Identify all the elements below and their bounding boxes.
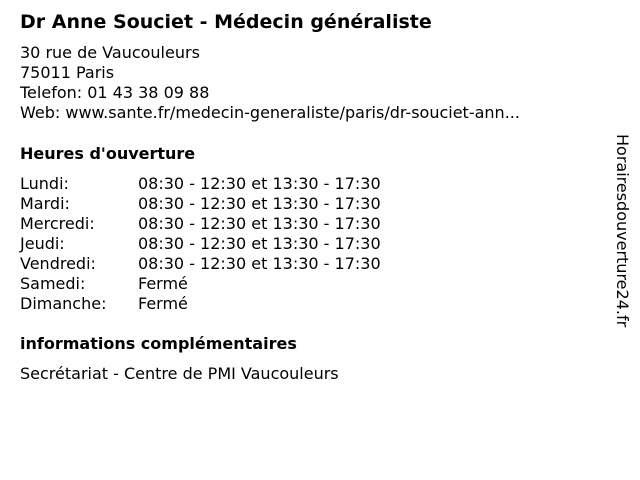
site-watermark: Horairesdouverture24.fr [613,134,632,328]
hours-value: 08:30 - 12:30 et 13:30 - 17:30 [138,194,381,213]
hours-heading: Heures d'ouverture [20,144,196,163]
page-title: Dr Anne Souciet - Médecin généraliste [20,11,432,33]
address-street: 30 rue de Vaucouleurs [20,43,200,62]
hours-value: 08:30 - 12:30 et 13:30 - 17:30 [138,254,381,273]
day-label: Mardi: [20,194,70,213]
day-label: Vendredi: [20,254,96,273]
day-label: Dimanche: [20,294,107,313]
day-label: Jeudi: [20,234,65,253]
info-text: Secrétariat - Centre de PMI Vaucouleurs [20,364,339,383]
hours-value: Fermé [138,294,188,313]
hours-value: 08:30 - 12:30 et 13:30 - 17:30 [138,174,381,193]
day-label: Samedi: [20,274,86,293]
hours-value: Fermé [138,274,188,293]
hours-value: 08:30 - 12:30 et 13:30 - 17:30 [138,234,381,253]
day-label: Lundi: [20,174,69,193]
info-heading: informations complémentaires [20,334,297,353]
address-block [20,43,520,123]
address-city: 75011 Paris [20,63,115,82]
day-label: Mercredi: [20,214,95,233]
phone-number: Telefon: 01 43 38 09 88 [20,83,210,102]
website-link: Web: www.sante.fr/medecin-generaliste/paris/dr-souciet-ann... [20,103,520,122]
hours-value: 08:30 - 12:30 et 13:30 - 17:30 [138,214,381,233]
